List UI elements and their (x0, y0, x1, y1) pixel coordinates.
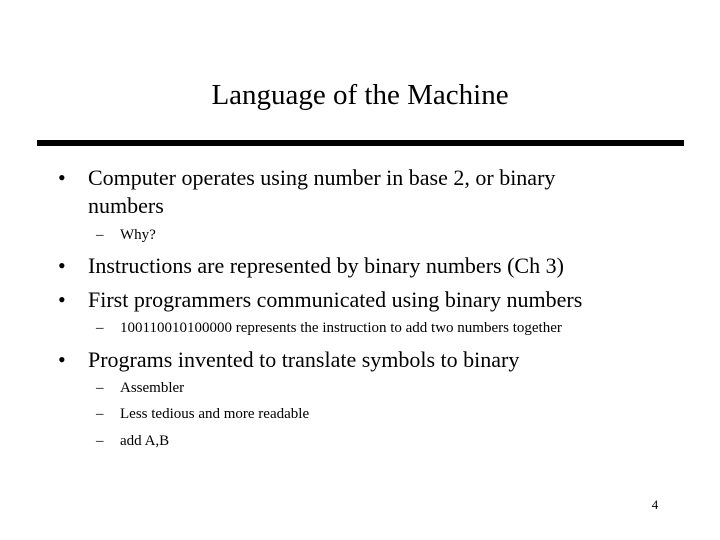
sub-bullet-item (96, 378, 696, 398)
sub-bullet-item (96, 431, 696, 451)
bullet-icon: • (58, 347, 66, 372)
page-number: 4 (651, 497, 659, 512)
title-divider (37, 140, 684, 146)
bullet-icon: • (58, 165, 66, 190)
bullet-text: First programmers communicated using binary numbers (88, 287, 583, 312)
sub-bullet-text: Why? (120, 227, 156, 243)
bullet-icon: • (58, 253, 66, 278)
sub-bullet-item (96, 225, 696, 245)
bullet-text: Programs invented to translate symbols to binary (88, 347, 520, 372)
sub-bullet-text: Less tedious and more readable (120, 406, 310, 422)
bullet-item (58, 252, 658, 280)
dash-icon: – (96, 433, 104, 449)
dash-icon: – (96, 380, 104, 396)
bullet-icon: • (58, 287, 66, 312)
bullet-text: Instructions are represented by binary numbers (Ch 3) (88, 253, 564, 278)
sub-bullet-text: Assembler (120, 380, 185, 396)
sub-bullet-text: 100110010100000 represents the instruction to add two numbers together (120, 320, 562, 336)
bullet-text: Computer operates using number in base 2, or binary numbers (88, 165, 556, 218)
dash-icon: – (96, 320, 104, 336)
sub-bullet-text: add A,B (120, 433, 170, 449)
slide-title: Language of the Machine (211, 79, 509, 111)
bullet-item (58, 164, 658, 220)
sub-bullet-item (96, 404, 696, 424)
dash-icon: – (96, 406, 104, 422)
bullet-item (58, 286, 658, 314)
dash-icon: – (96, 227, 104, 243)
bullet-item (58, 346, 658, 374)
sub-bullet-item (96, 318, 696, 338)
